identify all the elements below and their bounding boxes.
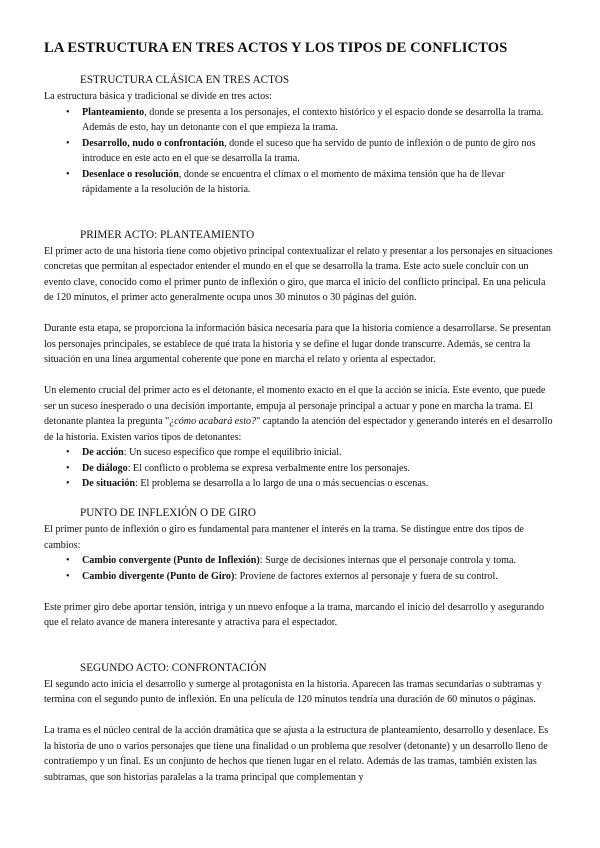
- paragraph: Un elemento crucial del primer acto es el detonante, el momento exacto en el que la acción se inicia. Este evento, que puede ser un suceso inesperado o una decisión importante, empuja al personaje principal a actuar y pone en marcha la trama. El detonante plantea la pregunta "¿cómo acabará esto?" captando la atención del espectador y generando interés en el desarrollo de la historia. Existen varios tipos de detonantes:: [44, 385, 553, 443]
- paragraph: El primer acto de una historia tiene como objetivo principal contextualizar el relato y presentar a los personajes en situaciones concretas que permitan al espectador entender el mundo en el que se desarrolla la trama. Este acto suele concluir con un evento clave, conocido como el primer punto de inflexión o giro, que marca el inicio del conflicto principal. En una película de 120 minutos, el primer acto generalmente ocupa unos 30 minutos o 30 páginas del guión.: [44, 245, 553, 303]
- section-heading-primer-acto: PRIMER ACTO: PLANTEAMIENTO: [80, 228, 255, 241]
- list-item: • Desenlace o resolución, donde se encuentra el clímax o el momento de máxima tensión que ha de llevar rápidamente a la resolución de la historia.: [82, 167, 554, 198]
- section-heading-estructura: ESTRUCTURA CLÁSICA EN TRES ACTOS: [80, 74, 290, 86]
- detonantes-list: [44, 445, 554, 492]
- section-heading-segundo-acto: SEGUNDO ACTO: CONFRONTACIÓN: [80, 661, 267, 674]
- paragraph: El primer punto de inflexión o giro es fundamental para mantener el interés en la trama. Se distingue entre dos tipos de cambios:: [44, 524, 524, 551]
- paragraph: La trama es el núcleo central de la acción dramática que se ajusta a la estructura de planteamiento, desarrollo y desenlace. Es la historia de uno o varios personajes que tiene una finalidad o un problema que resolver (detonante) y un desarrollo lleno de contratiempo y un final. Es un conjunto de hechos que tienen lugar en el relato. Además de las tramas, también existen las subtramas, que son historias paralelas a la trama principal que complementan y: [44, 725, 549, 783]
- acts-list: [44, 105, 554, 198]
- list-item: • De acción: Un suceso específico que rompe el equilibrio inicial.: [82, 445, 554, 461]
- cambios-list: [44, 553, 554, 584]
- section-heading-punto-inflexion: PUNTO DE INFLEXIÓN O DE GIRO: [80, 507, 256, 519]
- paragraph: Este primer giro debe aportar tensión, intriga y un nuevo enfoque a la trama, marcando el inicio del desarrollo y asegurando que el relato avance de manera interesante y atractiva para el espectador.: [44, 601, 545, 628]
- list-item: • Planteamiento, donde se presenta a los personajes, el contexto histórico y el espacio donde se desarrolla la trama. Además de esto, hay un detonante con el que empieza la trama.: [82, 105, 554, 136]
- list-item: • De situación: El problema se desarrolla a lo largo de una o más secuencias o escenas.: [82, 476, 554, 492]
- list-item: • Cambio divergente (Punto de Giro): Proviene de factores externos al personaje y fuera de su control.: [82, 569, 554, 585]
- paragraph: La estructura básica y tradicional se divide en tres actos:: [44, 91, 272, 102]
- list-item: • De diálogo: El conflicto o problema se expresa verbalmente entre los personajes.: [82, 461, 554, 477]
- paragraph: El segundo acto inicia el desarrollo y sumerge al protagonista en la historia. Aparecen las tramas secundarias o subtramas y termina con el segundo punto de inflexión. En una película de 120 minutos tendría una duración de 60 minutos o páginas.: [44, 678, 542, 705]
- list-item: • Cambio convergente (Punto de Inflexión): Surge de decisiones internas que el personaje controla y toma.: [82, 553, 554, 569]
- document-title: LA ESTRUCTURA EN TRES ACTOS Y LOS TIPOS DE CONFLICTOS: [44, 40, 508, 56]
- list-item: • Desarrollo, nudo o confrontación, donde el suceso que ha servido de punto de inflexión o de punto de giro nos introduce en este acto en el que se desarrolla la trama.: [82, 136, 554, 167]
- paragraph: Durante esta etapa, se proporciona la información básica necesaria para que la historia comience a desarrollarse. Se presentan los personajes principales, se establece de qué trata la historia y se define el lugar donde transcurre. Además, se centra la situación en una línea argumental coherente que pone en marcha el relato y orienta al espectador.: [44, 323, 551, 365]
